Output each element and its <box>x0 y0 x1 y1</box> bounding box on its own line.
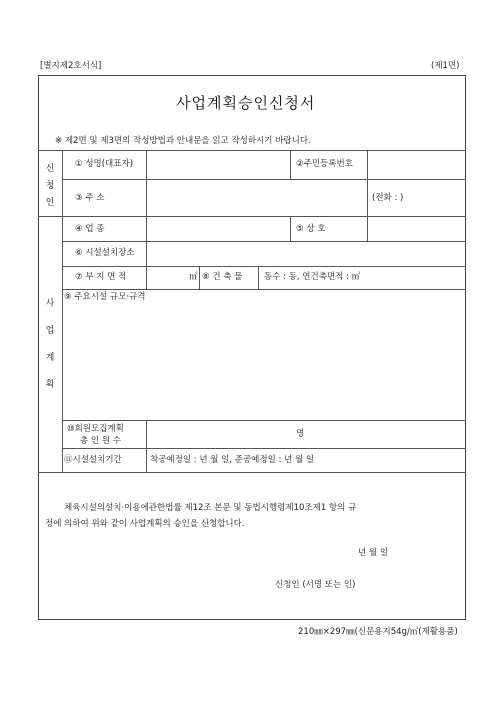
installation-period-field[interactable] <box>147 449 465 471</box>
main-facility-label: ⑨ 주요시설 규모·규격 <box>64 292 146 302</box>
instruction-notice: ※ 제2면 및 제3면의 작성방법과 안내문을 읽고 작성하시기 바랍니다. <box>55 136 311 146</box>
phone-label: (전화 : ) <box>372 193 404 203</box>
building-detail-field[interactable] <box>259 267 465 288</box>
form-title: 사업계획승인신청서 <box>176 94 316 112</box>
column-line <box>199 266 200 289</box>
installation-period-label: ⑪시설설치기간 <box>64 455 122 465</box>
resident-id-field[interactable] <box>368 151 465 178</box>
statement-line-1: 체육시설의설치·이용에관한법률 제12조 본문 및 동법시행령제10조제1 항의 규 <box>64 503 357 513</box>
trade-name-field[interactable] <box>368 217 465 240</box>
land-area-label: ⑦ 부 지 면 적 <box>75 272 127 282</box>
column-line <box>367 179 368 216</box>
resident-id-label: ②주민등록번호 <box>296 159 353 169</box>
building-detail: 동수 : 동, 연건축면적 : ㎡ <box>264 272 361 282</box>
paper-spec-footer: 210㎜×297㎜(신문용지54g/㎡(재활용품) <box>298 627 458 637</box>
main-facility-field[interactable] <box>63 305 465 419</box>
column-line <box>290 216 291 241</box>
facility-location-field[interactable] <box>147 242 465 265</box>
column-line <box>290 150 291 179</box>
application-date: 년 월 일 <box>358 548 389 558</box>
building-label: ⑧ 건 축 물 <box>202 272 243 282</box>
business-plan-section-label: 사 업 계 획 <box>45 299 55 390</box>
land-area-unit: ㎡ <box>189 272 198 282</box>
facility-location-label: ⑥ 시설설치장소 <box>75 248 135 258</box>
business-type-field[interactable] <box>147 217 289 240</box>
applicant-section-label: 신 청 인 <box>45 164 55 208</box>
page-label: (제1면) <box>431 61 460 71</box>
table-bottom-line <box>38 472 466 473</box>
name-label: ① 성명(대표자) <box>75 159 134 169</box>
total-members-field[interactable] <box>147 421 465 447</box>
form-reference: [별지제2호서식] <box>40 61 102 71</box>
business-type-label: ④ 업 종 <box>75 224 105 234</box>
member-recruitment-label: ⑩회원모집계획 <box>67 424 124 434</box>
signature-field[interactable] <box>312 576 392 594</box>
total-members-label: 총 인 원 수 <box>80 436 121 446</box>
applicant-signature-line: 신청인 (서명 또는 인) <box>275 580 356 590</box>
name-field[interactable] <box>147 151 289 178</box>
trade-name-label: ⑤ 상 호 <box>296 224 326 234</box>
person-unit: 명 <box>296 429 305 439</box>
statement-line-2: 정에 의하여 위와 같이 사업계획의 승인을 신청합니다. <box>45 519 245 529</box>
row-line <box>62 289 466 290</box>
address-label: ③ 주 소 <box>75 193 105 203</box>
installation-period-detail: 착공예정일 : 년 월 일, 준공예정일 : 년 월 일 <box>150 455 315 465</box>
address-field[interactable] <box>147 180 366 215</box>
